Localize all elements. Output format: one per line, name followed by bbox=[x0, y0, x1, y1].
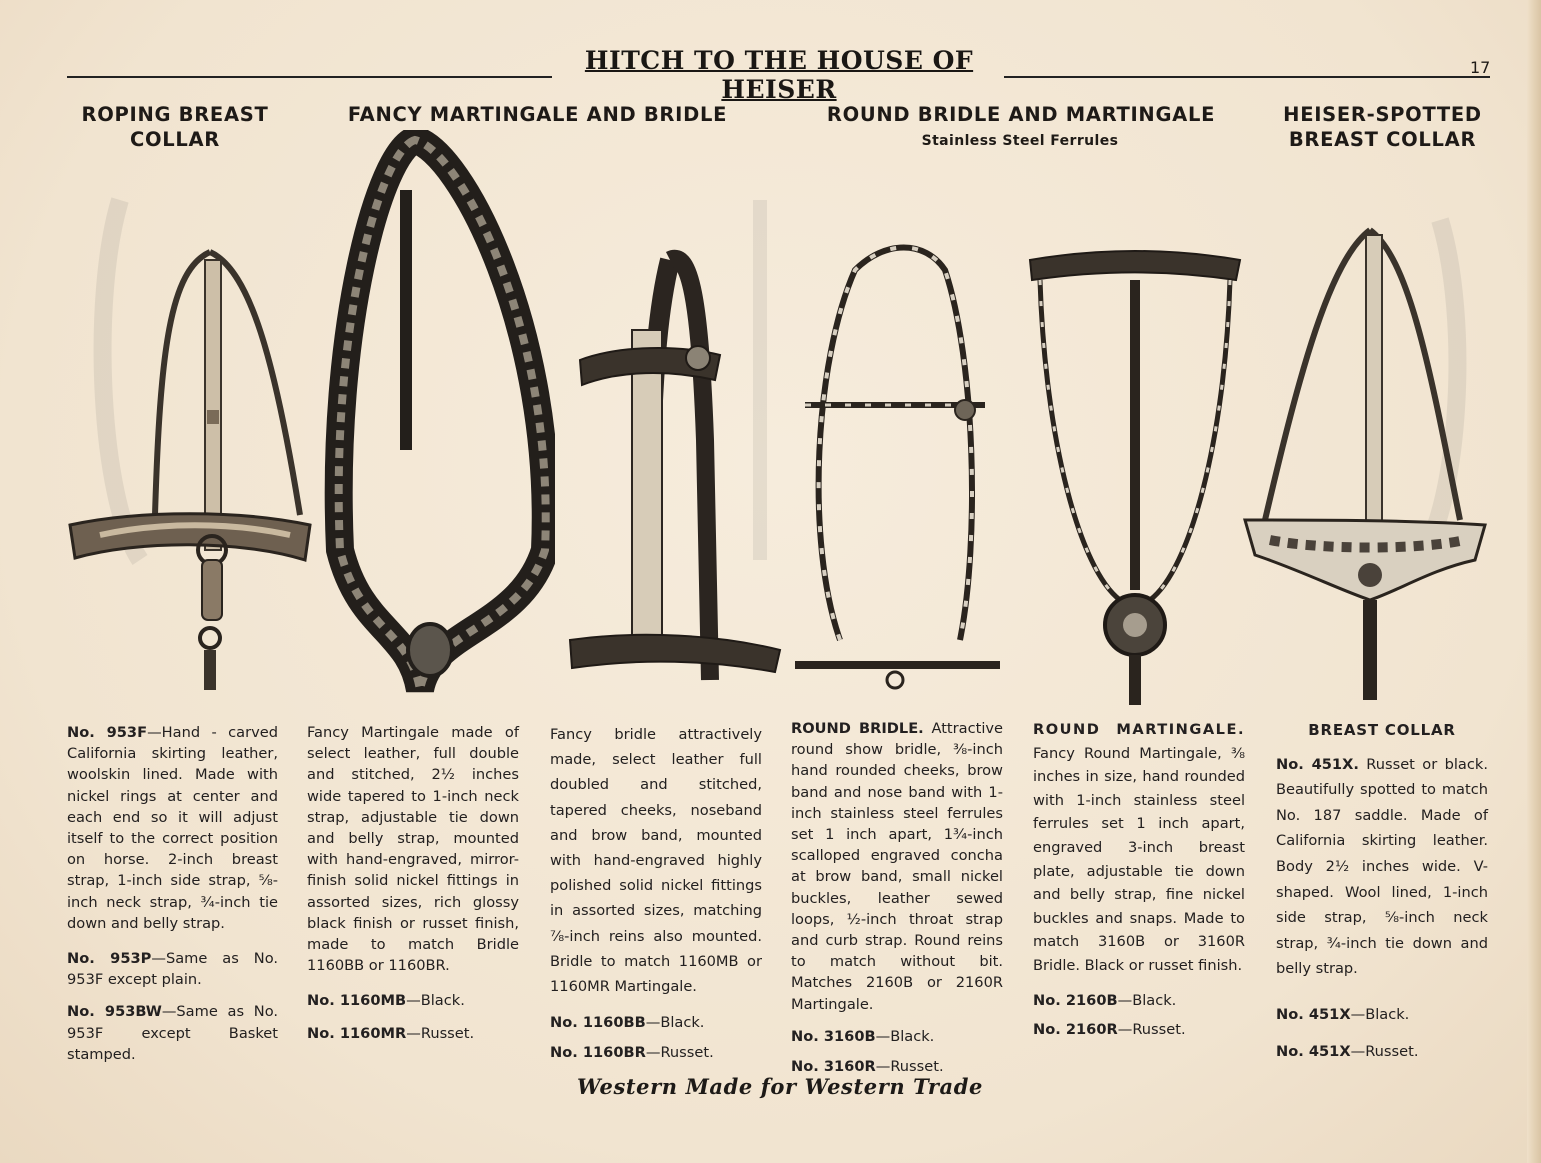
text-3160R: —Russet. bbox=[875, 1058, 944, 1076]
text-fancy-bridle: Fancy bridle attractively made, select leather full doubled and stitched, tapered cheeks, noseband and brow band, mounted with hand-engraved highly polished solid nickel fittings in assorted sizes, matching ⅞-inch reins also mounted. Bridle to match 1160MB or 1160MR Martingale. bbox=[550, 726, 762, 996]
text-3160B: —Black. bbox=[875, 1027, 935, 1045]
item-1160MB bbox=[307, 990, 519, 1011]
round-martingale-photo bbox=[1020, 240, 1250, 710]
text-1160MB: —Black. bbox=[406, 992, 465, 1010]
item-3160B bbox=[791, 1026, 1003, 1047]
body-451X: Russet or black. Beautifully spotted to match No. 187 saddle. Made of California skirting leather. Body 2½ inches wide. V-shaped. Wool lined, 1-inch side strap, ⅝-inch neck strap, ¾-inch tie down and belly strap. bbox=[1276, 755, 1488, 978]
col-round-bridle-description bbox=[791, 718, 1003, 1077]
text-1160BB: —Black. bbox=[645, 1014, 705, 1032]
text-round-martingale bbox=[1033, 718, 1245, 978]
body-round-bridle: Attractive round show bridle, ⅜-inch hand rounded cheeks, brow band and nose band with 1-inch stainless steel ferrules set 1 inch apart, 1¾-inch scalloped engraved concha at brow band, small nickel buckles, leather sewed loops, ½-inch throat strap and curb strap. Round reins to match without bit. Matches 2160B or 2160R Martingale. bbox=[791, 720, 1004, 1013]
subtitle-stainless: Stainless Steel Ferrules bbox=[921, 133, 1119, 149]
heading-breast-collar: BREAST COLLAR bbox=[1308, 721, 1456, 739]
text-2160R: —Russet. bbox=[1117, 1021, 1186, 1039]
text-round-bridle bbox=[791, 718, 1003, 1015]
col-fancy-martingale-description bbox=[307, 722, 519, 1044]
title-fancy-martingale: FANCY MARTINGALE AND BRIDLE bbox=[347, 103, 728, 126]
text-1160BR: —Russet. bbox=[645, 1044, 714, 1062]
item-2160B bbox=[1033, 989, 1245, 1013]
code-3160R: No. 3160R bbox=[791, 1058, 876, 1076]
item-953F bbox=[67, 722, 278, 934]
code-3160B: No. 3160B bbox=[791, 1027, 876, 1045]
text-fancy-martingale: Fancy Martingale made of select leather, full double and stitched, 2½ inches wide tapered to 1-inch neck strap, adjustable tie down and belly strap, mounted with hand-engraved, mirror-finish solid nickel fittings in assorted sizes, rich glossy black finish or russet finish, made to match Bridle 1160BB or 1160BR. bbox=[307, 724, 519, 975]
lead-round-martingale: ROUND MARTINGALE. bbox=[1033, 721, 1245, 738]
code-953BW: No. 953BW bbox=[67, 1003, 162, 1021]
text-451X-russet: —Russet. bbox=[1350, 1042, 1419, 1060]
item-451X-russet bbox=[1276, 1039, 1488, 1065]
code-2160R: No. 2160R bbox=[1033, 1021, 1118, 1039]
lead-round-bridle: ROUND BRIDLE. bbox=[791, 720, 924, 737]
code-451X: No. 451X. bbox=[1276, 755, 1359, 773]
code-1160MR: No. 1160MR bbox=[307, 1024, 407, 1042]
item-953BW bbox=[67, 1001, 278, 1065]
page-banner: HITCH TO THE HOUSE OF HEISER bbox=[584, 46, 974, 104]
code-953F: No. 953F bbox=[67, 724, 148, 741]
item-1160BR bbox=[550, 1040, 762, 1065]
roping-breast-collar-photo bbox=[60, 240, 320, 710]
code-953P: No. 953P bbox=[67, 950, 152, 968]
page-spine bbox=[1527, 0, 1541, 1163]
page-number: 17 bbox=[1470, 58, 1491, 77]
col-heiser-description bbox=[1276, 718, 1488, 1064]
col-round-martingale-description bbox=[1033, 718, 1245, 1042]
header-rule-left bbox=[67, 76, 552, 78]
item-2160R bbox=[1033, 1018, 1245, 1042]
heiser-breast-collar-photo bbox=[1240, 220, 1490, 710]
text-2160B: —Black. bbox=[1117, 991, 1177, 1009]
item-1160MR bbox=[307, 1023, 519, 1044]
fancy-martingale-photo bbox=[320, 130, 555, 700]
code-2160B: No. 2160B bbox=[1033, 991, 1118, 1009]
title-heiser-spotted: HEISER-SPOTTED BREAST COLLAR bbox=[1283, 103, 1482, 151]
code-451X-russet: No. 451X bbox=[1276, 1042, 1351, 1060]
header-rule-right bbox=[1004, 76, 1490, 78]
col-fancy-bridle-description bbox=[550, 722, 762, 1066]
item-953P bbox=[67, 948, 278, 990]
code-451X-black: No. 451X bbox=[1276, 1005, 1351, 1023]
footer-slogan: Western Made for Western Trade bbox=[577, 1074, 983, 1099]
item-451X-black bbox=[1276, 1002, 1488, 1028]
code-1160BB: No. 1160BB bbox=[550, 1014, 646, 1032]
title-roping-breast-collar: ROPING BREAST COLLAR bbox=[81, 103, 269, 151]
code-1160MB: No. 1160MB bbox=[307, 992, 407, 1010]
text-953F: —Hand - carved California skirting leather, woolskin lined. Made with nickel rings at center and each end so it will adjust itself to the correct position on horse. 2-inch breast strap, 1-inch side strap, ⅝-inch neck strap, ¾-inch tie down and belly strap. bbox=[67, 724, 278, 932]
text-451X-black: —Black. bbox=[1350, 1005, 1410, 1023]
item-1160BB bbox=[550, 1010, 762, 1035]
fancy-bridle-photo bbox=[560, 240, 790, 700]
col-roping-description bbox=[67, 722, 278, 1065]
text-451X bbox=[1276, 752, 1488, 982]
round-bridle-photo bbox=[785, 240, 1010, 710]
title-round-bridle: ROUND BRIDLE AND MARTINGALE bbox=[826, 103, 1216, 126]
text-953BW: —Same as No. 953F except Basket stamped. bbox=[67, 1003, 279, 1063]
text-1160MR: —Russet. bbox=[406, 1024, 475, 1042]
code-1160BR: No. 1160BR bbox=[550, 1044, 646, 1062]
text-953P: —Same as No. 953F except plain. bbox=[67, 950, 279, 989]
body-round-martingale: Fancy Round Martingale, ⅜ inches in size, hand rounded with 1-inch stainless steel ferrules set 1 inch apart, engraved 3-inch breast plate, adjustable tie down and belly strap, fine nickel buckles and snaps. Made to match 3160B or 3160R Bridle. Black or russet finish. bbox=[1033, 744, 1245, 974]
